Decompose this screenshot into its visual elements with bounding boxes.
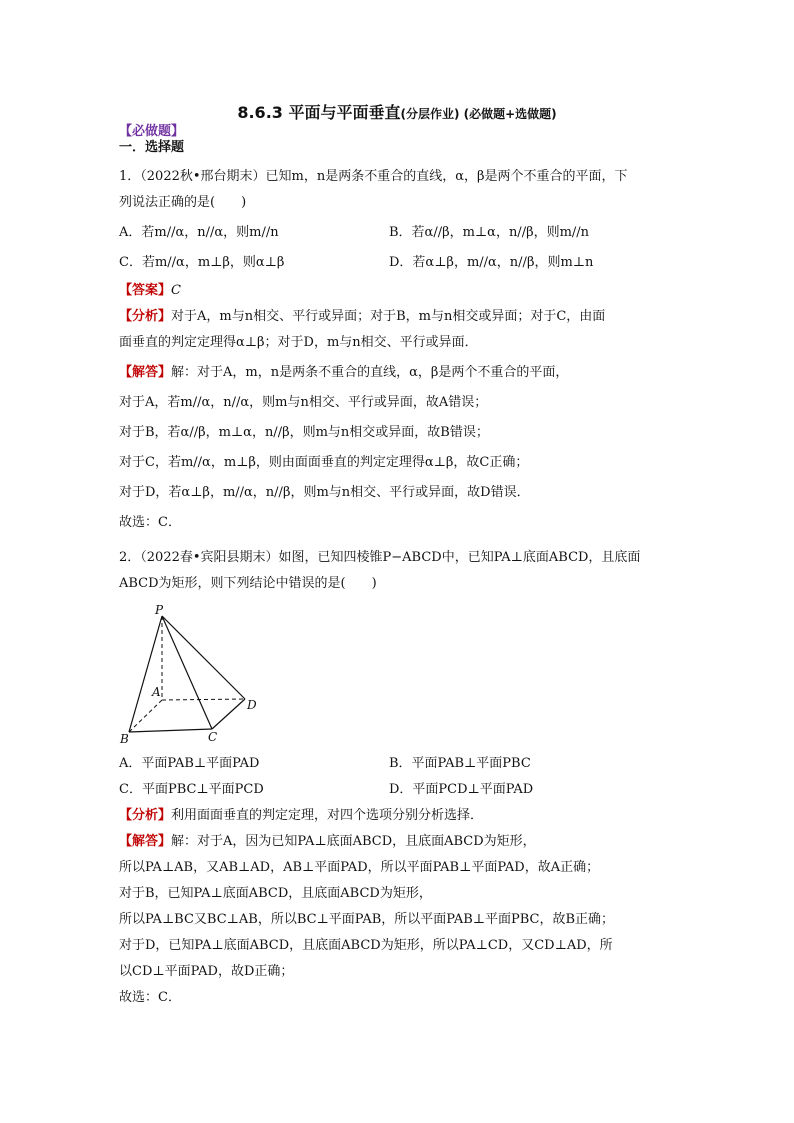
vertex-label-p: P — [155, 603, 164, 617]
q1-option-b: B．若α//β，m⊥α，n//β，则m//n — [389, 225, 590, 240]
section-header — [119, 119, 679, 157]
q2-solution-line5: 对于D，已知PA⊥底面ABCD，且底面ABCD为矩形，所以PA⊥CD，又CD⊥AD，所 — [119, 938, 613, 953]
q1-conclusion: 故选：C． — [119, 515, 181, 530]
q2-option-a: A．平面PAB⊥平面PAD — [119, 756, 260, 771]
q2-solution-line2: 所以PA⊥AB，又AB⊥AD，AB⊥平面PAD，所以平面PAB⊥平面PAD，故A正确； — [119, 860, 600, 875]
q1-options-row1 — [119, 220, 679, 246]
q2-analysis-tag: 【分析】 — [119, 808, 172, 823]
q1-solution-line1: 【解答】解：对于A，m，n是两条不重合的直线，α，β是两个不重合的平面， — [119, 365, 569, 380]
q2-conclusion: 故选：C． — [119, 990, 181, 1005]
q1-analysis-tag: 【分析】 — [119, 309, 172, 324]
q1-option-d: D．若α⊥β，m//α，n//β，则m⊥n — [389, 255, 594, 270]
question-1 — [119, 164, 679, 536]
q2-solution-line1: 【解答】解：对于A，因为已知PA⊥底面ABCD，且底面ABCD为矩形， — [119, 834, 536, 849]
q1-options-row2 — [119, 250, 679, 276]
q1-solution-line4: 对于C，若m//α，m⊥β，则由面面垂直的判定定理得α⊥β，故C正确； — [119, 455, 529, 470]
question-2-body — [119, 751, 679, 1011]
vertex-label-b: B — [120, 732, 129, 746]
q1-option-a: A．若m//α，n//α，则m//n — [119, 225, 279, 240]
edge-pb — [129, 616, 162, 732]
pyramid-figure — [115, 602, 275, 747]
q1-analysis-line1: 【分析】对于A，m与n相交、平行或异面；对于B，m与n相交或异面；对于C，由面 — [119, 309, 606, 324]
q1-solution-line2: 对于A，若m//α，n//α，则m与n相交、平行或异面，故A错误； — [119, 395, 488, 410]
section-heading: 一．选择题 — [119, 140, 185, 155]
edge-pc — [162, 616, 212, 729]
edge-bc — [129, 729, 212, 732]
q2-option-c: C．平面PBC⊥平面PCD — [119, 782, 264, 797]
edge-pd — [162, 616, 245, 699]
section-tag: 【必做题】 — [119, 124, 185, 139]
q2-stem-line2: ABCD为矩形，则下列结论中错误的是( ) — [119, 576, 377, 591]
vertex-label-d: D — [247, 698, 257, 712]
vertex-label-c: C — [208, 730, 218, 744]
vertex-label-a: A — [152, 685, 161, 699]
q1-solution-line5: 对于D，若α⊥β，m//α，n//β，则m与n相交、平行或异面，故D错误． — [119, 485, 530, 500]
q2-solution-line6: 以CD⊥平面PAD，故D正确； — [119, 964, 294, 979]
question-2 — [119, 545, 679, 597]
q1-stem-line1: 1．（2022秋•邢台期末）已知m，n是两条不重合的直线，α，β是两个不重合的平面，下 — [119, 169, 628, 184]
q2-options-row1 — [119, 751, 679, 777]
q1-stem-line2: 列说法正确的是( ) — [119, 195, 247, 210]
edge-ad — [162, 699, 245, 700]
q1-answer — [119, 278, 679, 304]
q1-solution-line3: 对于B，若α//β，m⊥α，n//β，则m与n相交或异面，故B错误； — [119, 425, 489, 440]
q2-options-row2 — [119, 777, 679, 803]
title-main: 8.6.3 平面与平面垂直 — [237, 103, 401, 122]
q1-answer-tag: 【答案】 — [119, 283, 172, 298]
q1-analysis-line2: 面垂直的判定定理得α⊥β；对于D，m与n相交、平行或异面． — [119, 335, 478, 350]
q2-solution-line3: 对于B，已知PA⊥底面ABCD，且底面ABCD为矩形， — [119, 886, 432, 901]
title-sub: (分层作业) (必做题+选做题) — [400, 107, 557, 121]
q2-stem-line1: 2．（2022春•宾阳县期末）如图，已知四棱锥P−ABCD中，已知PA⊥底面ABCD，且底面 — [119, 550, 641, 565]
q1-solution-tag: 【解答】 — [119, 365, 172, 380]
q1-answer-value: C — [171, 283, 181, 298]
q2-analysis-line1: 【分析】利用面面垂直的判定定理，对四个选项分别分析选择． — [119, 808, 484, 823]
q2-solution-tag: 【解答】 — [119, 834, 172, 849]
q1-option-c: C．若m//α，m⊥β，则α⊥β — [119, 255, 285, 270]
q2-option-d: D．平面PCD⊥平面PAD — [389, 782, 534, 797]
edge-cd — [212, 699, 245, 729]
q2-solution-line4: 所以PA⊥BC又BC⊥AB，所以BC⊥平面PAB，所以平面PAB⊥平面PBC，故B正确； — [119, 912, 615, 927]
q2-option-b: B．平面PAB⊥平面PBC — [389, 756, 531, 771]
